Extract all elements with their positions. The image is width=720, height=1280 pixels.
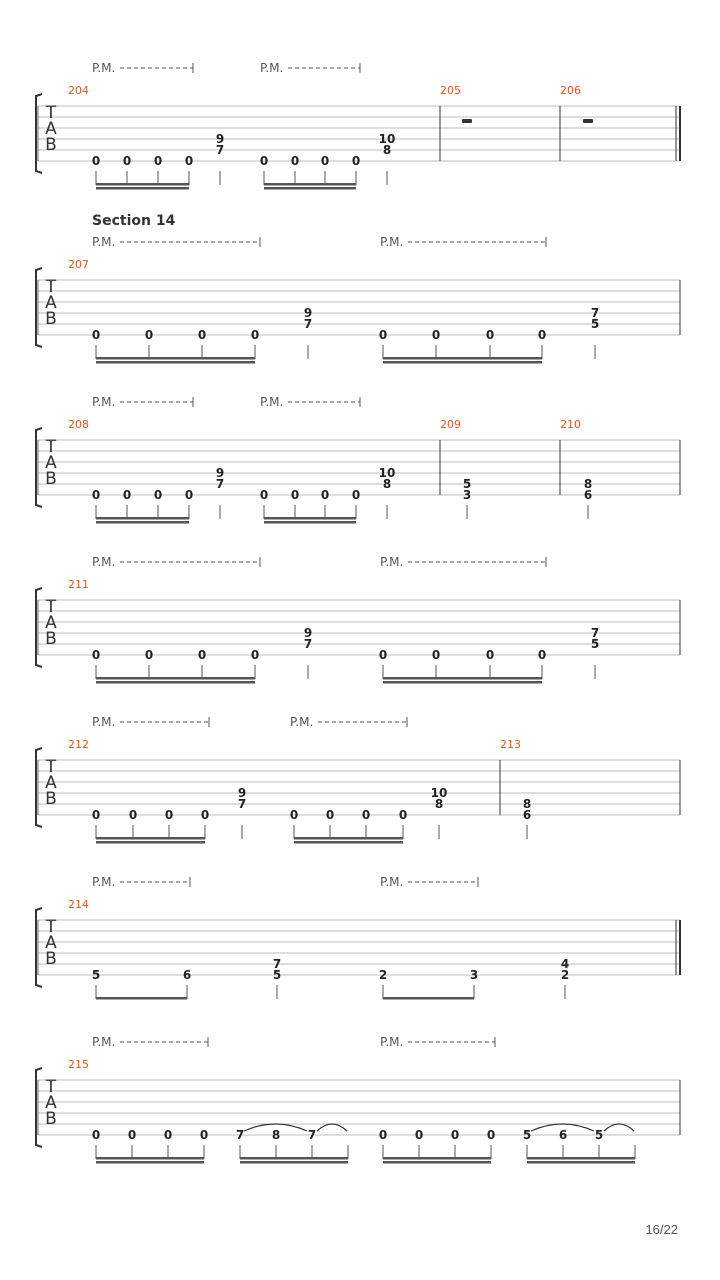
tab-clef-letter: B xyxy=(45,309,57,329)
beam xyxy=(383,997,474,1000)
tab-clef-letter: A xyxy=(45,933,57,953)
fret-number: 7 xyxy=(590,306,600,320)
tab-clef-letter: B xyxy=(45,1109,57,1129)
tab-system xyxy=(36,61,680,190)
fret-number: 5 xyxy=(522,1128,532,1142)
beam xyxy=(294,841,403,844)
beam xyxy=(294,837,403,840)
beam xyxy=(96,357,255,360)
fret-number: 0 xyxy=(91,808,101,822)
fret-number: 5 xyxy=(272,968,282,982)
palm-mute-label: P.M. xyxy=(380,235,404,249)
fret-number: 9 xyxy=(237,786,247,800)
palm-mute-label: P.M. xyxy=(92,235,116,249)
beam xyxy=(240,1161,348,1164)
beam xyxy=(383,357,542,360)
fret-number: 6 xyxy=(522,808,532,822)
beam xyxy=(96,517,189,520)
fret-number: 5 xyxy=(462,477,472,491)
fret-number: 3 xyxy=(462,488,472,502)
fret-number: 0 xyxy=(431,648,441,662)
whole-rest xyxy=(462,119,472,123)
fret-number: 6 xyxy=(583,488,593,502)
beam xyxy=(383,677,542,680)
fret-number: 7 xyxy=(307,1128,317,1142)
fret-number: 0 xyxy=(351,488,361,502)
measure-number: 209 xyxy=(440,418,461,431)
fret-number: 0 xyxy=(144,328,154,342)
slur xyxy=(604,1124,634,1131)
beam xyxy=(240,1157,348,1160)
fret-number: 0 xyxy=(485,328,495,342)
measure-number: 212 xyxy=(68,738,89,751)
fret-number: 0 xyxy=(325,808,335,822)
palm-mute-label: P.M. xyxy=(92,875,116,889)
fret-number: 0 xyxy=(361,808,371,822)
beam xyxy=(383,681,542,684)
palm-mute-label: P.M. xyxy=(92,1035,116,1049)
tab-system xyxy=(36,715,680,844)
fret-number: 9 xyxy=(215,132,225,146)
beam xyxy=(96,677,255,680)
beam xyxy=(96,1161,204,1164)
fret-number: 9 xyxy=(303,306,313,320)
fret-number: 3 xyxy=(469,968,479,982)
palm-mute-label: P.M. xyxy=(380,555,404,569)
beam xyxy=(96,997,187,1000)
fret-number: 0 xyxy=(153,488,163,502)
tab-clef-letter: T xyxy=(45,917,57,937)
fret-number: 0 xyxy=(127,1128,137,1142)
measure-number: 207 xyxy=(68,258,89,271)
tab-clef-letter: T xyxy=(45,277,57,297)
beam xyxy=(96,841,205,844)
tab-clef-letter: A xyxy=(45,613,57,633)
tab-clef-letter: T xyxy=(45,103,57,123)
palm-mute-label: P.M. xyxy=(92,61,116,75)
fret-number: 0 xyxy=(320,488,330,502)
fret-number: 0 xyxy=(197,328,207,342)
measure-number: 206 xyxy=(560,84,581,97)
fret-number: 0 xyxy=(184,154,194,168)
tab-system xyxy=(36,235,680,364)
fret-number: 0 xyxy=(250,328,260,342)
fret-number: 4 xyxy=(560,957,570,971)
beam xyxy=(264,183,356,186)
page-indicator: 16/22 xyxy=(645,1222,678,1237)
fret-number: 0 xyxy=(199,1128,209,1142)
fret-number: 0 xyxy=(259,154,269,168)
fret-number: 0 xyxy=(320,154,330,168)
fret-number: 0 xyxy=(163,1128,173,1142)
whole-rest xyxy=(583,119,593,123)
fret-number: 8 xyxy=(583,477,593,491)
measure-number: 213 xyxy=(500,738,521,751)
palm-mute-label: P.M. xyxy=(380,875,404,889)
fret-number: 0 xyxy=(153,154,163,168)
fret-number: 6 xyxy=(558,1128,568,1142)
tab-clef-letter: B xyxy=(45,135,57,155)
fret-number: 0 xyxy=(378,1128,388,1142)
fret-number: 0 xyxy=(91,1128,101,1142)
tab-clef-letter: B xyxy=(45,949,57,969)
section-title: Section 14 xyxy=(92,213,176,229)
beam xyxy=(96,361,255,364)
fret-number: 2 xyxy=(378,968,388,982)
beam xyxy=(383,361,542,364)
beam xyxy=(96,681,255,684)
tab-clef-letter: B xyxy=(45,789,57,809)
fret-number: 0 xyxy=(122,488,132,502)
fret-number: 0 xyxy=(398,808,408,822)
beam xyxy=(527,1157,635,1160)
palm-mute-label: P.M. xyxy=(380,1035,404,1049)
fret-number: 0 xyxy=(537,648,547,662)
fret-number: 5 xyxy=(91,968,101,982)
fret-number: 0 xyxy=(414,1128,424,1142)
fret-number: 0 xyxy=(122,154,132,168)
tab-clef-letter: A xyxy=(45,1093,57,1113)
tab-clef-letter: A xyxy=(45,773,57,793)
tab-clef-letter: B xyxy=(45,629,57,649)
slur xyxy=(317,1124,347,1131)
tab-clef-letter: T xyxy=(45,1077,57,1097)
measure-number: 211 xyxy=(68,578,89,591)
fret-number: 8 xyxy=(434,797,444,811)
palm-mute-label: P.M. xyxy=(260,395,284,409)
fret-number: 0 xyxy=(485,648,495,662)
beam xyxy=(383,1161,491,1164)
fret-number: 7 xyxy=(235,1128,245,1142)
tab-clef-letter: A xyxy=(45,453,57,473)
beam xyxy=(264,521,356,524)
fret-number: 7 xyxy=(215,477,225,491)
measure-number: 210 xyxy=(560,418,581,431)
fret-number: 7 xyxy=(272,957,282,971)
fret-number: 10 xyxy=(378,466,396,480)
fret-number: 0 xyxy=(537,328,547,342)
tab-clef-letter: T xyxy=(45,597,57,617)
fret-number: 0 xyxy=(450,1128,460,1142)
fret-number: 0 xyxy=(259,488,269,502)
fret-number: 0 xyxy=(197,648,207,662)
fret-number: 0 xyxy=(290,154,300,168)
tab-clef-letter: T xyxy=(45,757,57,777)
fret-number: 0 xyxy=(378,648,388,662)
tab-clef-letter: B xyxy=(45,469,57,489)
fret-number: 2 xyxy=(560,968,570,982)
beam xyxy=(96,187,189,190)
fret-number: 0 xyxy=(91,648,101,662)
palm-mute-label: P.M. xyxy=(260,61,284,75)
palm-mute-label: P.M. xyxy=(92,715,116,729)
fret-number: 0 xyxy=(200,808,210,822)
fret-number: 9 xyxy=(215,466,225,480)
beam xyxy=(96,183,189,186)
fret-number: 7 xyxy=(303,317,313,331)
fret-number: 0 xyxy=(431,328,441,342)
tab-clef-letter: A xyxy=(45,119,57,139)
fret-number: 5 xyxy=(594,1128,604,1142)
fret-number: 7 xyxy=(237,797,247,811)
fret-number: 7 xyxy=(215,143,225,157)
fret-number: 0 xyxy=(378,328,388,342)
fret-number: 0 xyxy=(250,648,260,662)
fret-number: 7 xyxy=(590,626,600,640)
measure-number: 214 xyxy=(68,898,89,911)
measure-number: 204 xyxy=(68,84,89,97)
fret-number: 9 xyxy=(303,626,313,640)
fret-number: 8 xyxy=(522,797,532,811)
fret-number: 8 xyxy=(382,477,392,491)
fret-number: 0 xyxy=(164,808,174,822)
fret-number: 0 xyxy=(91,154,101,168)
fret-number: 0 xyxy=(289,808,299,822)
tab-clef-letter: A xyxy=(45,293,57,313)
palm-mute-label: P.M. xyxy=(290,715,314,729)
tab-clef-letter: T xyxy=(45,437,57,457)
fret-number: 0 xyxy=(351,154,361,168)
tab-system xyxy=(36,875,680,1000)
fret-number: 8 xyxy=(271,1128,281,1142)
fret-number: 0 xyxy=(184,488,194,502)
fret-number: 0 xyxy=(91,328,101,342)
fret-number: 5 xyxy=(590,637,600,651)
beam xyxy=(264,187,356,190)
fret-number: 0 xyxy=(290,488,300,502)
palm-mute-label: P.M. xyxy=(92,395,116,409)
fret-number: 5 xyxy=(590,317,600,331)
beam xyxy=(96,1157,204,1160)
beam xyxy=(383,1157,491,1160)
beam xyxy=(96,837,205,840)
fret-number: 0 xyxy=(128,808,138,822)
fret-number: 10 xyxy=(378,132,396,146)
beam xyxy=(527,1161,635,1164)
fret-number: 0 xyxy=(91,488,101,502)
measure-number: 215 xyxy=(68,1058,89,1071)
tab-system xyxy=(36,1035,680,1164)
fret-number: 0 xyxy=(486,1128,496,1142)
measure-number: 208 xyxy=(68,418,89,431)
beam xyxy=(264,517,356,520)
tab-system xyxy=(36,395,680,524)
fret-number: 6 xyxy=(182,968,192,982)
palm-mute-label: P.M. xyxy=(92,555,116,569)
beam xyxy=(96,521,189,524)
tab-system xyxy=(36,555,680,684)
measure-number: 205 xyxy=(440,84,461,97)
fret-number: 0 xyxy=(144,648,154,662)
fret-number: 7 xyxy=(303,637,313,651)
fret-number: 10 xyxy=(430,786,448,800)
fret-number: 8 xyxy=(382,143,392,157)
